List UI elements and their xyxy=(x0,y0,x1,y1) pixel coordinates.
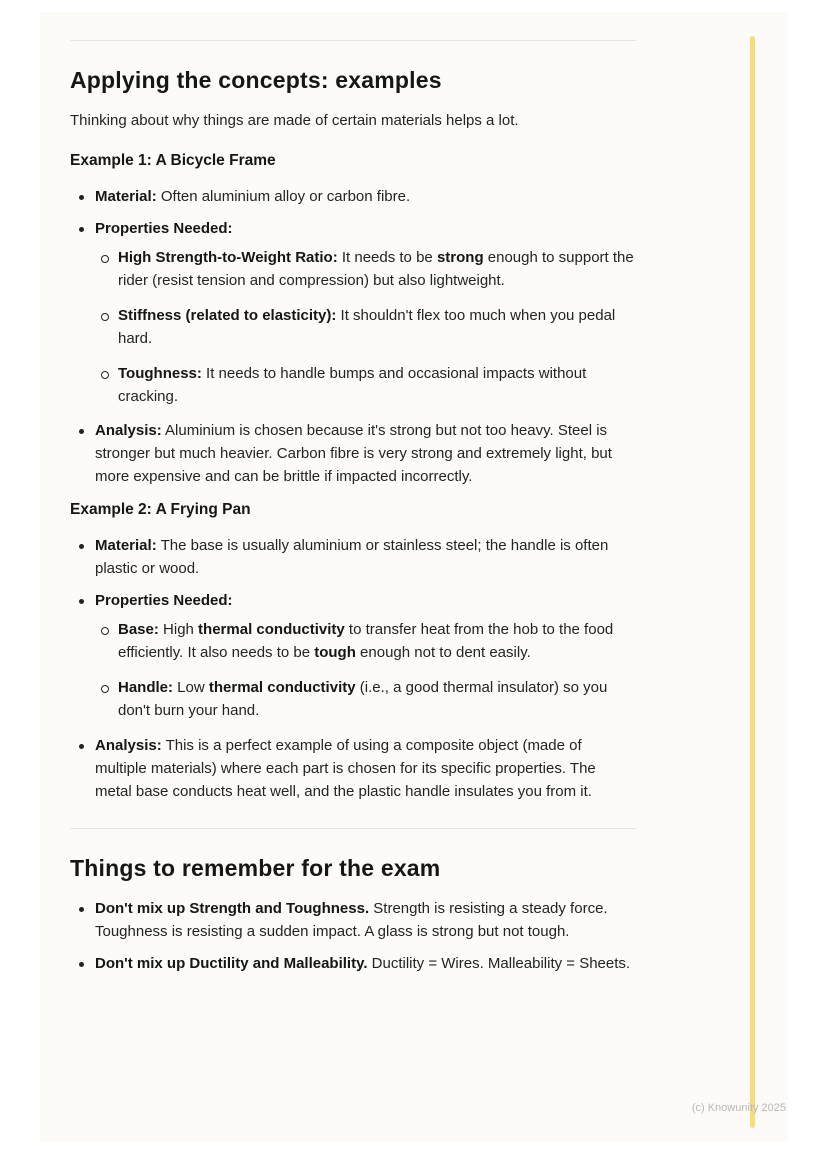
bullet-list xyxy=(70,535,636,803)
list-item xyxy=(70,735,636,804)
list-item-text xyxy=(95,735,636,804)
section-divider xyxy=(70,828,636,829)
bold-text: thermal conductivity xyxy=(208,678,356,696)
list-item-text xyxy=(95,535,636,581)
bullet-list xyxy=(70,186,636,489)
text: Often aluminium alloy or carbon fibre. xyxy=(156,187,411,205)
text: to transfer heat from the hob to the food efficiently. It also needs to be xyxy=(118,621,614,661)
paragraph xyxy=(70,110,636,133)
top-rule xyxy=(70,40,636,41)
list-item-text xyxy=(95,186,636,209)
sub-list-item xyxy=(95,305,636,351)
text: Ductility = Wires. Malleability = Sheets. xyxy=(367,954,631,972)
text: The base is usually aluminium or stainless steel; the handle is often plastic or wood. xyxy=(95,537,609,578)
bold-text: thermal conductivity xyxy=(198,621,345,639)
list-item xyxy=(70,420,636,489)
bold-text: Material: xyxy=(95,537,157,555)
bold-text: Properties Needed: xyxy=(95,219,233,237)
list-item-text xyxy=(95,590,636,613)
text: Thinking about why things are made of certain materials helps a lot. xyxy=(70,112,519,129)
text: High xyxy=(158,621,199,639)
list-item-text xyxy=(95,953,636,976)
sub-bullet-list xyxy=(95,619,636,723)
sub-list-item xyxy=(95,677,636,723)
bold-text: Base: xyxy=(118,621,159,639)
text: It needs to be xyxy=(337,248,437,266)
accent-stripe xyxy=(750,36,755,1128)
sub-list-item xyxy=(95,247,636,293)
content-column xyxy=(70,12,636,987)
bold-text: tough xyxy=(314,644,356,661)
bold-text: Don't mix up Strength and Toughness. xyxy=(95,899,370,917)
text: It needs to handle bumps and occasional impacts without cracking. xyxy=(118,364,587,405)
sub-list-item xyxy=(95,363,636,409)
list-item-text xyxy=(95,898,636,944)
list-item-text xyxy=(118,363,636,409)
bold-text: Toughness: xyxy=(118,364,202,382)
list-item xyxy=(70,590,636,723)
list-item xyxy=(70,953,636,976)
watermark: (c) Knowunity 2025 xyxy=(691,1102,786,1114)
bold-text: strong xyxy=(436,248,484,266)
text: This is a perfect example of using a composite object (made of multiple materials) where each part is chosen for its specific properties. The metal base conducts heat well, and the plastic handle insulates you from it. xyxy=(95,736,596,800)
example-heading xyxy=(70,152,636,170)
bold-text: Stiffness (related to elasticity): xyxy=(118,306,337,324)
bold-text: Properties Needed: xyxy=(95,592,233,610)
section-heading xyxy=(70,67,636,94)
bold-text: Analysis: xyxy=(95,736,162,754)
text: Strength is resisting a steady force. Toughness is resisting a sudden impact. A glass is strong but not tough. xyxy=(95,899,608,940)
section-heading xyxy=(70,855,636,882)
list-item-text xyxy=(95,218,636,241)
list-item-text xyxy=(95,420,636,489)
bold-text: Material: xyxy=(95,187,157,205)
list-item-text xyxy=(118,247,636,293)
bold-text: Analysis: xyxy=(95,422,162,440)
text: (i.e., a good thermal insulator) so you don't burn your hand. xyxy=(118,678,608,719)
text: Low xyxy=(173,678,209,696)
document-body xyxy=(70,67,636,975)
bold-text: Handle: xyxy=(118,678,174,696)
example-heading xyxy=(70,501,636,519)
list-item-text xyxy=(118,619,636,665)
bold-text: Things to remember for the exam xyxy=(70,854,441,881)
text: Aluminium is chosen because it's strong but not too heavy. Steel is stronger but much heavier. Carbon fibre is very strong and extremely light, but more expensive and can be brittle if impacted incorrectly. xyxy=(95,422,612,486)
text: enough not to dent easily. xyxy=(355,644,531,661)
text: enough to support the rider (resist tension and compression) but also lightweight. xyxy=(118,248,634,289)
list-item xyxy=(70,218,636,409)
sub-bullet-list xyxy=(95,247,636,409)
list-item xyxy=(70,535,636,581)
bold-text: High Strength-to-Weight Ratio: xyxy=(118,248,338,266)
bold-text: Don't mix up Ductility and Malleability. xyxy=(95,954,368,972)
list-item-text xyxy=(118,305,636,351)
list-item xyxy=(70,898,636,944)
bold-text: Example 2: A Frying Pan xyxy=(70,501,251,519)
list-item-text xyxy=(118,677,636,723)
list-item xyxy=(70,186,636,209)
bold-text: Example 1: A Bicycle Frame xyxy=(70,151,276,169)
sub-list-item xyxy=(95,619,636,665)
document-card xyxy=(40,12,788,1142)
bold-text: Applying the concepts: examples xyxy=(70,67,442,93)
bullet-list xyxy=(70,898,636,976)
text: It shouldn't flex too much when you pedal hard. xyxy=(118,306,616,347)
